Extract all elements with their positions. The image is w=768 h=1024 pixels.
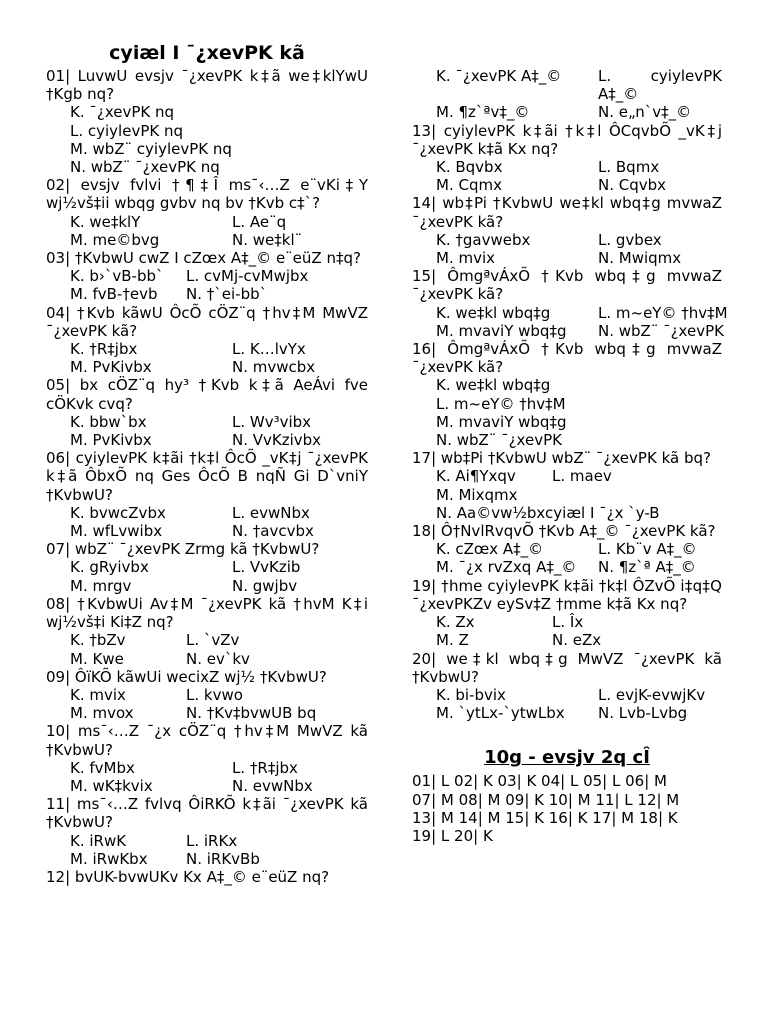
- option: K. we‡kl wbq‡g: [436, 303, 551, 322]
- option: K. b›`vB-bb`: [70, 267, 164, 286]
- option: L. Îx: [552, 613, 584, 632]
- question-block: [412, 67, 722, 122]
- option: N. ¶z`ª A‡_©: [598, 558, 696, 577]
- option: M. wbZ¨ cyiylevPK nq: [70, 139, 232, 158]
- option: L. gvbex: [598, 230, 662, 249]
- question-block: [46, 376, 368, 449]
- question-text: 05| bx cÖZ¨q hy³ †Kvb k‡ã AeÁvi fve cÖKvk cvq?: [46, 376, 368, 413]
- option: L. iRKx: [186, 831, 238, 850]
- option: M. mvaviY wbq‡g: [436, 412, 567, 431]
- question-block: [46, 722, 368, 795]
- option-grid: [412, 467, 722, 522]
- option: K. iRwK: [70, 831, 127, 850]
- question-text: 18| Ô†NvlRvqvÕ †Kvb A‡_© ¯¿xevPK kã?: [412, 522, 716, 541]
- question-text: 08| †KvbwUi Av‡M ¯¿xevPK kã †hvM K‡i wj½vš‡i Ki‡Z nq?: [46, 594, 368, 632]
- option: L. m~eY© †hv‡M: [436, 394, 566, 413]
- option: L. VvKzib: [232, 558, 301, 577]
- option-grid: [46, 686, 368, 722]
- option: K. Ai¶Yxqv: [436, 467, 516, 486]
- question-text: 11| ms¯‹…Z fvlvq ÔiRKÕ k‡ãi ¯¿xevPK kã †KvbwU?: [46, 795, 368, 832]
- question-text: 17| wb‡Pi †KvbwU wbZ¨ ¯¿xevPK kã bq?: [412, 449, 711, 468]
- question-block: [46, 795, 368, 868]
- option: M. Kwe: [70, 649, 124, 668]
- option-grid: [46, 631, 368, 667]
- option: K. Bqvbx: [436, 158, 503, 177]
- option-grid: [412, 686, 722, 722]
- option: M. iRwKbx: [70, 849, 148, 868]
- option: M. mrgv: [70, 576, 132, 595]
- option-grid: [46, 759, 368, 795]
- option: K. bbw`bx: [70, 412, 147, 431]
- option: M. mvix: [436, 249, 496, 268]
- answer-row: 01| L 02| K 03| K 04| L 05| L 06| M: [412, 772, 667, 791]
- question-text: 14| wb‡Pi †KvbwU we‡kl wbq‡g mvwaZ ¯¿xevPK kã?: [412, 194, 722, 231]
- option: M. mvaviY wbq‡g: [436, 321, 567, 340]
- option: M. Mixqmx: [436, 485, 518, 504]
- option: K. mvix: [70, 685, 126, 704]
- question-text: 16| ÔmgªvÁxÕ †Kvb wbq‡g mvwaZ ¯¿xevPK kã?: [412, 340, 722, 377]
- option: K. †R‡jbx: [70, 340, 138, 359]
- option: M. Z: [436, 631, 469, 650]
- option: M. me©bvg: [70, 230, 160, 249]
- question-text: 09| ÔïKÕ kãwUi wecixZ wj½ †KvbwU?: [46, 667, 327, 686]
- question-text: 12| bvUK-bvwUKv Kx A‡_© e¨eüZ nq?: [46, 867, 330, 886]
- option-grid: [46, 832, 368, 868]
- answer-row: 13| M 14| M 15| K 16| K 17| M 18| K: [412, 808, 678, 827]
- option: M. `ytLx-`ytwLbx: [436, 704, 565, 723]
- question-block: [46, 249, 368, 304]
- option: K. we‡kl wbq‡g: [436, 376, 551, 395]
- question-text: 19| †hme cyiylevPK k‡ãi †k‡l ÔZvÕ i‡q‡Q ¯¿xevPKZv eySv‡Z †mme k‡ã Kx nq?: [412, 576, 722, 613]
- option: N. wbZ¨ ¯¿xevPK: [436, 431, 562, 450]
- option: K. †bZv: [70, 631, 126, 650]
- option-grid: [412, 67, 722, 122]
- question-block: [46, 595, 368, 668]
- option-grid: [46, 213, 368, 249]
- question-block: [412, 449, 722, 522]
- option: N. wbZ¨ ¯¿xevPK: [598, 321, 724, 340]
- question-text: 07| wbZ¨ ¯¿xevPK Zrmg kã †KvbwU?: [46, 540, 320, 559]
- option: L. Kb¨v A‡_©: [598, 540, 697, 559]
- option: K. bi-bvix: [436, 685, 506, 704]
- option: L. cyiylevPK A‡_©: [598, 67, 722, 104]
- option: L. †R‡jbx: [232, 758, 298, 777]
- question-block: [46, 449, 368, 540]
- question-text: 04| †Kvb kãwU ÔcÕ cÖZ¨q †hv‡M MwVZ ¯¿xevPK kã?: [46, 303, 368, 340]
- option: L. cyiylevPK nq: [70, 121, 184, 140]
- option: N. wbZ¨ ¯¿xevPK nq: [70, 158, 220, 177]
- question-block: [412, 340, 722, 449]
- question-block: [46, 868, 368, 886]
- option-grid: [46, 504, 368, 540]
- option: K. ¯¿xevPK nq: [70, 103, 175, 122]
- page-title: cyiæl I ¯¿xevPK kã: [109, 42, 305, 64]
- option: N. we‡kl¨: [232, 230, 303, 249]
- option: K. ¯¿xevPK A‡_©: [436, 67, 562, 85]
- question-block: [46, 67, 368, 176]
- question-block: [412, 267, 728, 340]
- option: L. maev: [552, 467, 612, 486]
- question-block: [46, 540, 368, 595]
- option: N. evwNbx: [232, 776, 313, 795]
- option-grid: [412, 303, 728, 340]
- option: L. `vZv: [186, 631, 240, 650]
- option: K. we‡klY: [70, 212, 141, 231]
- option-list: [412, 376, 722, 449]
- question-text: 03| †KvbwU cwZ I cZœx A‡_© e¨eüZ n‡q?: [46, 249, 361, 268]
- left-question-column: [46, 67, 368, 886]
- question-text: 15| ÔmgªvÁxÕ †Kvb wbq‡g mvwaZ ¯¿xevPK kã?: [412, 267, 722, 304]
- option: N. VvKzivbx: [232, 431, 322, 450]
- option-grid: [412, 613, 722, 649]
- option: K. gRyivbx: [70, 558, 149, 577]
- option: N. gwjbv: [232, 576, 298, 595]
- option: L. evjK-evwjKv: [598, 685, 706, 704]
- option: L. evwNbx: [232, 503, 310, 522]
- option-grid: [46, 413, 368, 449]
- option-grid: [412, 540, 722, 576]
- question-text: 02| evsjv fvlvi †¶‡Î ms¯‹…Z e¨vKi‡Y wj½vš‡ii wbqg gvbv nq bv †Kvb c‡`?: [46, 176, 368, 213]
- answer-row: 19| L 20| K: [412, 826, 493, 845]
- option-grid: [412, 231, 722, 267]
- option: M. Cqmx: [436, 176, 502, 195]
- option: M. mvox: [70, 704, 134, 723]
- option: N. †`ei-bb`: [186, 285, 268, 304]
- question-block: [46, 304, 368, 377]
- question-block: [412, 650, 722, 723]
- option: N. e„n`v‡_©: [598, 103, 692, 122]
- question-text: 01| LuvwU evsjv ¯¿xevPK k‡ã we‡klYwU †Kgb nq?: [46, 67, 368, 104]
- option-grid: [412, 158, 722, 194]
- option: L. kvwo: [186, 685, 243, 704]
- option: L. m~eY© †hv‡M: [598, 303, 728, 322]
- option: M. PvKivbx: [70, 358, 152, 377]
- question-text: 13| cyiylevPK k‡ãi †k‡l ÔCqvbÕ _vK‡j ¯¿xevPK k‡ã Kx nq?: [412, 121, 722, 158]
- option: N. †avcvbx: [232, 522, 314, 541]
- question-block: [412, 122, 722, 195]
- question-block: [46, 176, 368, 249]
- option-grid: [46, 340, 368, 376]
- option: M. ¶z`ªv‡_©: [436, 103, 530, 122]
- option: N. Cqvbx: [598, 176, 667, 195]
- option: N. Mwiqmx: [598, 249, 682, 268]
- option: K. Zx: [436, 613, 475, 632]
- option: N. ev`kv: [186, 649, 250, 668]
- option: N. eZx: [552, 631, 602, 650]
- option: K. fvMbx: [70, 758, 135, 777]
- question-text: 10| ms¯‹…Z ¯¿x cÖZ¨q †hv‡M MwVZ kã †KvbwU?: [46, 722, 368, 759]
- option: L. cvMj-cvMwjbx: [186, 267, 309, 286]
- question-block: [46, 668, 368, 723]
- option: M. PvKivbx: [70, 431, 152, 450]
- option: M. ¯¿x rvZxq A‡_©: [436, 558, 577, 577]
- option-list: [46, 103, 368, 176]
- question-block: [412, 522, 722, 577]
- option: L. Wv³vibx: [232, 412, 312, 431]
- right-question-column: [412, 67, 728, 845]
- answer-key-title: 10g - evsjv 2q cÎ: [484, 747, 650, 769]
- option: N. Lvb-Lvbg: [598, 704, 688, 723]
- question-text: 20| we‡kl wbq‡g MwVZ ¯¿xevPK kã †KvbwU?: [412, 649, 722, 686]
- option: K. bvwcZvbx: [70, 503, 166, 522]
- option: K. cZœx A‡_©: [436, 540, 544, 559]
- option: N. Aa©vw½bxcyiæl I ¯¿x `y-B: [436, 503, 660, 522]
- option: K. †gavwebx: [436, 230, 531, 249]
- option: M. wK‡kvix: [70, 776, 153, 795]
- option: N. mvwcbx: [232, 358, 316, 377]
- answer-row: 07| M 08| M 09| K 10| M 11| L 12| M: [412, 790, 680, 809]
- option: L. Bqmx: [598, 158, 660, 177]
- option: M. fvB-†evb: [70, 285, 158, 304]
- option: N. †Kv‡bvwUB bq: [186, 704, 317, 723]
- question-block: [412, 194, 722, 267]
- option: L. K…lvYx: [232, 340, 306, 359]
- question-block: [412, 577, 722, 650]
- option-grid: [46, 558, 368, 594]
- option: M. wfLvwibx: [70, 522, 163, 541]
- question-text: 06| cyiylevPK k‡ãi †k‡l ÔcÕ _vK‡j ¯¿xevPK k‡ã ÔbxÕ nq Ges ÔcÕ B nqÑ Gi D`vniY †KvbwU?: [46, 449, 368, 504]
- option-grid: [46, 267, 368, 303]
- option: L. Ae¨q: [232, 212, 287, 231]
- answer-key: [412, 746, 722, 845]
- option: N. iRKvBb: [186, 849, 260, 868]
